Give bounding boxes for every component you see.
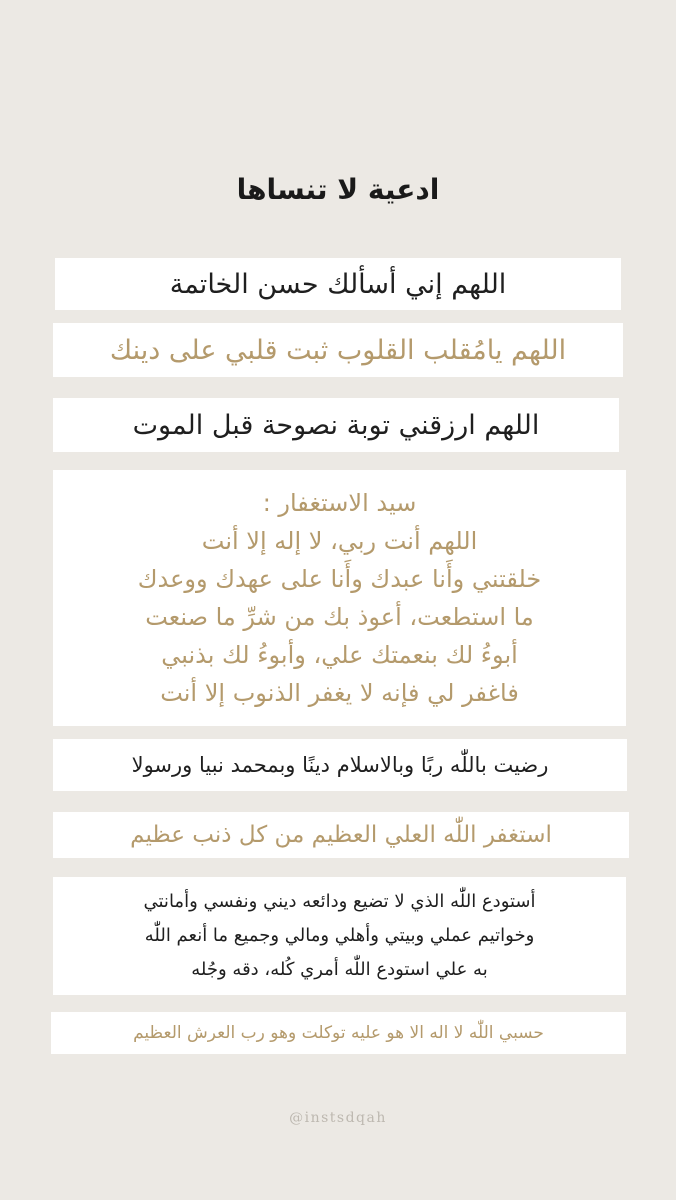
dua-text: اللهم يامُقلب القلوب ثبت قلبي على دينك <box>109 334 567 366</box>
dua-text: استغفر اللّٰه العلي العظيم من كل ذنب عظيم <box>130 822 552 848</box>
dua-card-good-ending <box>55 258 621 310</box>
sayyid-line: أبوءُ لك بنعمتك علي، وأبوءُ لك بذنبي <box>161 641 518 669</box>
astawdi-line: أستودع اللّٰه الذي لا تضيع ودائعه ديني ونفسي وأمانتي <box>143 891 536 912</box>
astawdi-line: وخواتيم عملي وبيتي وأهلي ومالي وجميع ما أنعم اللّٰه <box>144 925 535 946</box>
sayyid-line: اللهم أنت ربي، لا إله إلا أنت <box>201 527 478 555</box>
dua-text: اللهم إني أسألك حسن الخاتمة <box>169 268 507 300</box>
dua-card-istighfar <box>53 812 629 858</box>
watermark-handle: @instsdqah <box>289 1110 387 1126</box>
sayyid-line: خلقتني وأَنا عبدك وأَنا على عهدك ووعدك <box>137 565 542 593</box>
dua-card-firm-heart <box>53 323 623 377</box>
sayyid-line: فاغفر لي فإنه لا يغفر الذنوب إلا أنت <box>160 679 519 707</box>
dua-text: حسبي اللّٰه لا اله الا هو عليه توكلت وهو رب العرش العظيم <box>133 1023 544 1043</box>
dua-card-hasbi <box>51 1012 626 1054</box>
dua-card-astawdi <box>53 877 626 995</box>
sayyid-heading: سيد الاستغفار : <box>262 489 417 517</box>
sayyid-line: ما استطعت، أعوذ بك من شرِّ ما صنعت <box>145 603 534 631</box>
dua-card-repentance <box>53 398 619 452</box>
dua-text: رضيت باللّٰه ربًا وبالاسلام دينًا وبمحمد نبيا ورسولا <box>131 753 549 777</box>
sayyid-istighfar-card <box>53 470 626 726</box>
astawdi-line: به علي استودع اللّٰه أمري كُله، دقه وجُله <box>191 959 488 980</box>
dua-card-radeet <box>53 739 627 791</box>
page-title: ادعية لا تنساها <box>236 173 440 206</box>
dua-text: اللهم ارزقني توبة نصوحة قبل الموت <box>132 409 540 441</box>
